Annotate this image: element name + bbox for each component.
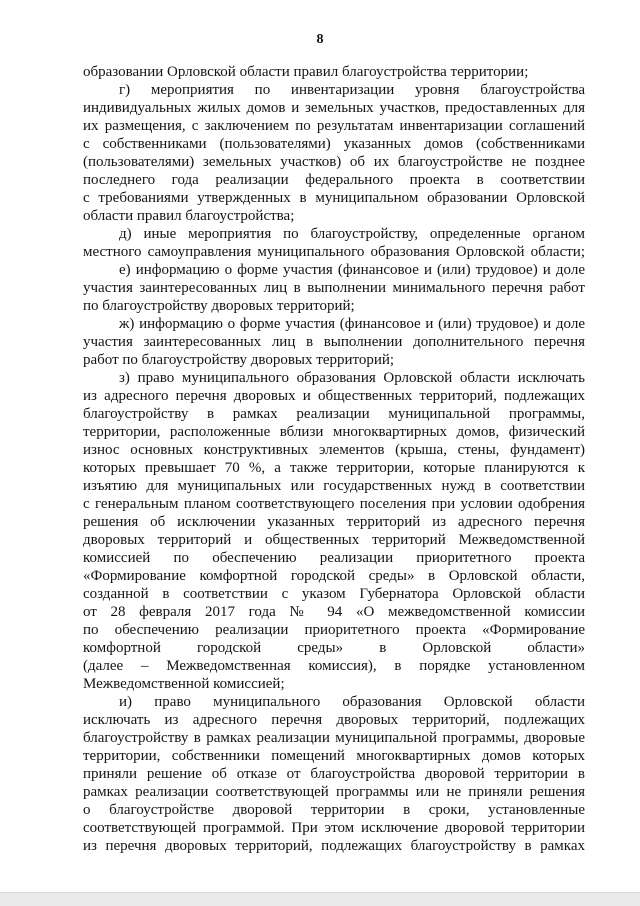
text-line: износ основных конструктивных элементов (крыша, стены, фундамент) [83, 442, 585, 458]
text-line: решения об исключении указанных территорий из адресного перечня [83, 514, 585, 530]
text-line: с собственниками (пользователями) указанных домов (собственниками [83, 136, 585, 152]
text-line: приняли решение об отказе от благоустройства дворовой территории в [83, 766, 585, 782]
text-line: последнего года реализации федерального проекта в соответствии [83, 172, 585, 188]
text-line: территории, собственники помещений многоквартирных домов которых [83, 748, 585, 764]
text-line: соответствующей программой. При этом исключение дворовой территории [83, 820, 585, 836]
text-line: из перечня дворовых территорий, подлежащих благоустройству в рамках [83, 838, 585, 854]
text-line: и) право муниципального образования Орловской области [119, 694, 585, 710]
text-line: рамках реализации соответствующей программы или не приняли решения [83, 784, 585, 800]
text-line: ж) информацию о форме участия (финансовое и (или) трудовое) и доле [119, 316, 585, 332]
text-line: г) мероприятия по инвентаризации уровня благоустройства [119, 82, 585, 98]
text-line: исключать из адресного перечня дворовых территорий, подлежащих [83, 712, 585, 728]
text-line: благоустройству в рамках реализации муниципальной программы, дворовые [83, 730, 585, 746]
text-line: которых превышает 70 %, а также территории, которые планируются к [83, 460, 585, 476]
text-line: комфортной городской среды» в Орловской области» [83, 640, 585, 656]
text-line: (далее – Межведомственная комиссия), в порядке установленном [83, 658, 585, 674]
text-line: изъятию для муниципальных или государственных нужд в соответствии [83, 478, 585, 494]
text-line: участия заинтересованных лиц в выполнении дополнительного перечня [83, 334, 585, 350]
text-line: работ по благоустройству дворовых территорий; [83, 352, 395, 368]
document-body [83, 63, 585, 855]
text-line: благоустройству в рамках реализации муниципальной программы, [83, 406, 585, 422]
text-line: области правил благоустройства; [83, 208, 295, 224]
text-line: е) информацию о форме участия (финансовое и (или) трудовое) и доле [119, 262, 585, 278]
text-line: образовании Орловской области правил благоустройства территории; [83, 64, 529, 80]
text-line: созданной в соответствии с указом Губернатора Орловской области [83, 586, 585, 602]
text-line: из адресного перечня дворовых и общественных территорий, подлежащих [83, 388, 585, 404]
text-line: местного самоуправления муниципального образования Орловской области; [83, 244, 585, 260]
text-line: з) право муниципального образования Орловской области исключать [119, 370, 585, 386]
text-line: комиссией по обеспечению реализации приоритетного проекта [83, 550, 585, 566]
text-line: с генеральным планом соответствующего поселения при условии одобрения [83, 496, 585, 512]
text-line: д) иные мероприятия по благоустройству, определенные органом [119, 226, 585, 242]
text-line: участия заинтересованных лиц в выполнении минимального перечня работ [83, 280, 585, 296]
text-line: индивидуальных жилых домов и земельных участков, предоставленных для [83, 100, 585, 116]
scan-bottom-edge [0, 892, 640, 906]
text-line: территории, расположенные вблизи многоквартирных домов, физический [83, 424, 585, 440]
text-line: с требованиями утвержденных в муниципальном образовании Орловской [83, 190, 585, 206]
text-line: по благоустройству дворовых территорий; [83, 298, 355, 314]
text-line: о благоустройстве дворовой территории в сроки, установленные [83, 802, 585, 818]
text-line: дворовых территорий и общественных территорий Межведомственной [83, 532, 585, 548]
text-line: от 28 февраля 2017 года № 94 «О межведомственной комиссии [83, 604, 585, 620]
page-number: 8 [316, 32, 324, 47]
text-line: их размещения, с заключением по результатам инвентаризации соглашений [83, 118, 585, 134]
text-line: (пользователями) земельных участков) об их благоустройстве не позднее [83, 154, 585, 170]
text-line: «Формирование комфортной городской среды» в Орловской области, [83, 568, 585, 584]
text-line: по обеспечению реализации приоритетного проекта «Формирование [83, 622, 585, 638]
text-line: Межведомственной комиссией; [83, 676, 285, 692]
